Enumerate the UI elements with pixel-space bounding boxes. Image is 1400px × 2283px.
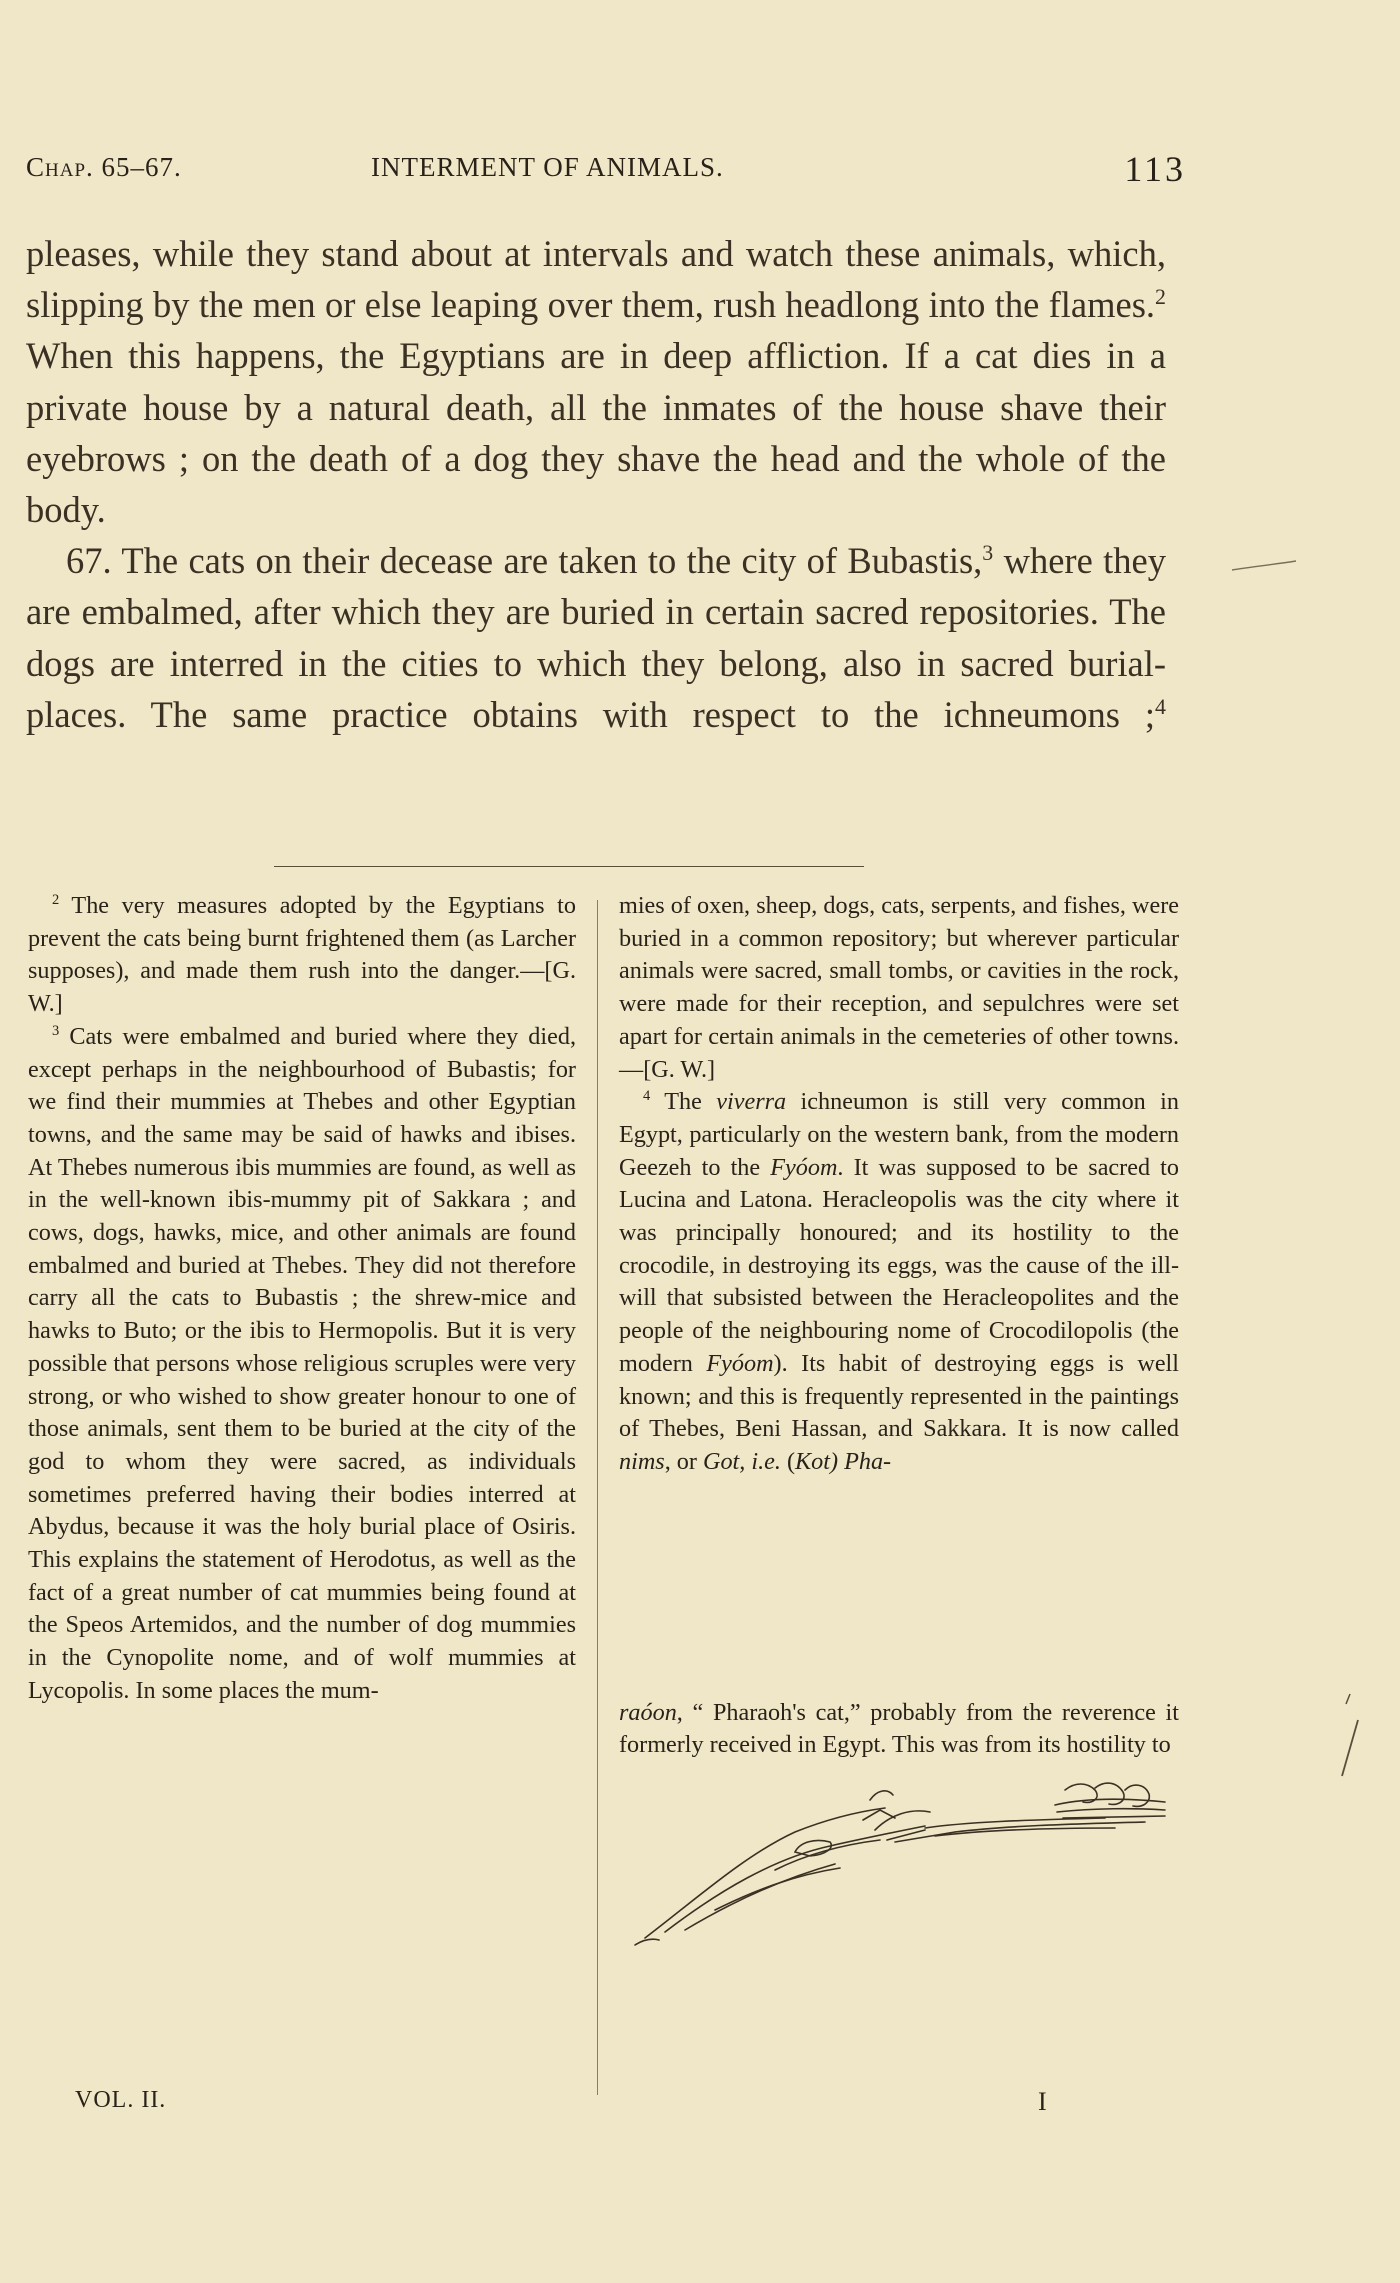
footnote-3-continued: mies of oxen, sheep, dogs, cats, serpents, and fishes, were buried in a common repository; but wherever particular animals were sacred, small tombs, or cavities in the rock, were made for their reception, and sepulchres were set apart for certain animals in the cemeteries of other towns. —[G. W.]: [619, 892, 1179, 1083]
ichneumon-drawing: [625, 1760, 1170, 1955]
volume-signature: VOL. II.: [75, 2087, 167, 2113]
running-title: INTERMENT OF ANIMALS.: [371, 152, 724, 182]
footnotes-right-column: [619, 890, 1179, 1762]
main-text: [26, 228, 1166, 740]
main-paragraph-67: 67. The cats on their decease are taken to the city of Bubastis,$^3$ where they are embalmed, after which they are buried in certain sacred repositories. The dogs are interred in the cities to which they belong, also in sacred burial-places. The same practice obtains with respect to the ichneumons ;$^4$: [26, 540, 1166, 735]
footnote-separator-rule: [274, 866, 864, 867]
main-paragraph-66: pleases, while they stand about at intervals and watch these animals, which, slipping by the men or else leaping over them, rush headlong into the flames.$^2$ When this happens, the Egyptians are in deep affliction. If a cat dies in a private house by a natural death, all the inmates of the house shave their eyebrows ; on the death of a dog they shave the head and the whole of the body.: [26, 233, 1166, 531]
footnote-ref-3: 3: [982, 540, 994, 566]
footnote-3: $^3$ Cats were embalmed and buried where they died, except perhaps in the neighbourhood of Bubastis; for we find their mummies at Thebes and other Egyptian towns, and the same may be said of hawks and ibises. At Thebes numerous ibis mummies are found, as well as in the well-known ibis-mummy pit of Sakkara ; and cows, dogs, hawks, mice, and other animals are found embalmed and buried at Thebes. They did not therefore carry all the cats to Bubastis ; the shrew-mice and hawks to Buto; or the ibis to Hermopolis. But it is very possible that persons whose religious scruples were very strong, or who wished to show greater honour to one of those animals, sent them to be buried at the city of the god to whom they were sacred, as individuals sometimes preferred having their bodies interred at Abydus, because it was the holy burial place of Osiris. This explains the statement of Herodotus, as well as the fact of a great number of cat mummies being found at the Speos Artemidos, and the number of dog mummies in the Cynopolite nome, and of wolf mummies at Lycopolis. In some places the mum-: [28, 1022, 576, 1704]
footnote-ref-4: 4: [1155, 693, 1166, 719]
margin-pencil-mark: [1230, 555, 1300, 575]
illustration-space: [619, 1479, 1179, 1697]
running-header: [26, 148, 1186, 188]
footnote-ref-2: 2: [1155, 284, 1166, 310]
chapter-reference: Chap. 65–67.: [26, 152, 182, 182]
footnote-4: $^4$ The viverra ichneumon is still very common in Egypt, particularly on the western bank, from the modern Geezeh to the Fyóom. It was supposed to be sacred to Lucina and Latona. Heracleopolis was the city where it was principally honoured; and its hostility to the crocodile, in destroying its eggs, was the cause of the ill-will that subsisted between the Heracleopolites and the people of the neighbouring nome of Crocodilopolis (the modern Fyóom). Its habit of destroying eggs is well known; and this is frequently represented in the paintings of Thebes, Beni Hassan, and Sakkara. It is now called nims, or Got, i.e. (Kot) Pha- raóon, “ Pharaoh's cat,” probably from the reverence it formerly received in Egypt. This was from its hostility to: [619, 1088, 1179, 1759]
page-number: 113: [1124, 149, 1186, 189]
printer-signature-mark: I: [1038, 2087, 1047, 2116]
column-divider: [597, 900, 598, 2095]
footnote-2: $^2$ The very measures adopted by the Egyptians to prevent the cats being burnt frightened them (as Larcher supposes), and made them rush into the danger.—[G. W.]: [28, 891, 576, 1018]
footnotes-left-column: [28, 890, 576, 1708]
margin-slash-mark: [1336, 1690, 1366, 1780]
